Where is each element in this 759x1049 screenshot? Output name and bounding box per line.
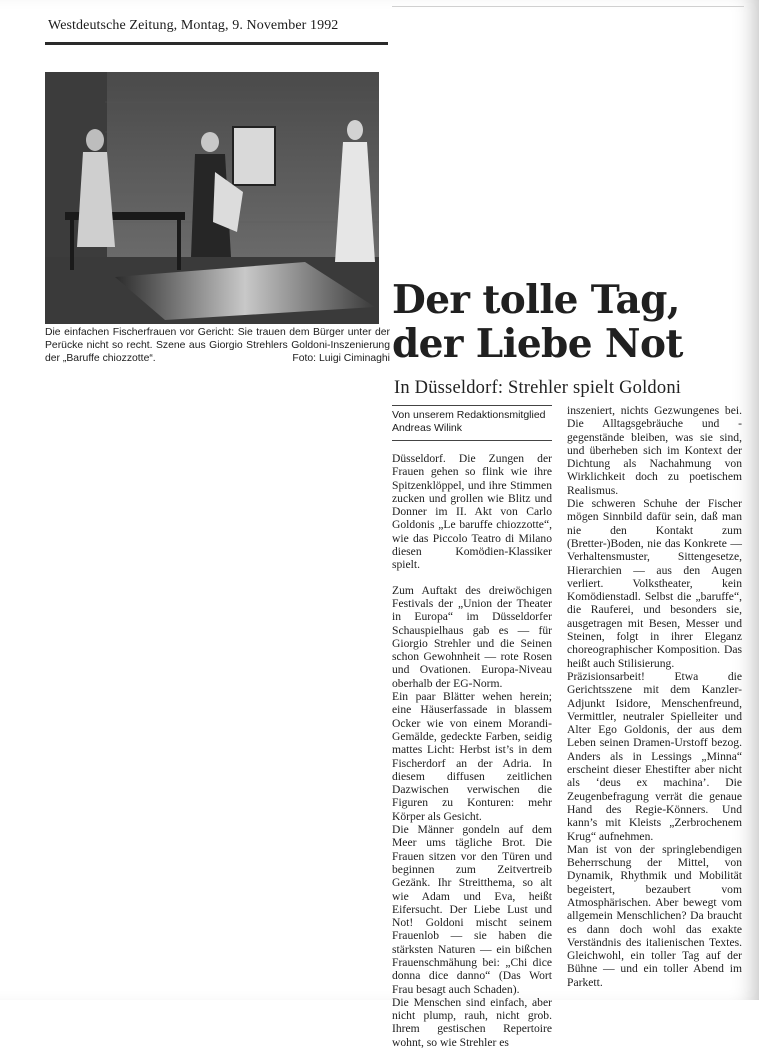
- paragraph: Die Menschen sind einfach, aber nicht plump, rauh, nicht grob. Ihrem gestischen Repertoire wohnt, so wie Strehler es: [392, 995, 552, 1049]
- paragraph: Man ist von der springlebendigen Beherrschung der Mittel, von Dynamik, Rhythmik und Mobilität begeistert, bezaubert vom Atmosphärischen. Aber bewegt vom allgemein Menschlichen? Da braucht es dann doch wohl das exakte Verständnis des italienischen Textes. Gleichwohl, ein toller Tag auf der Bühne — und ein toller Abend im Parkett.: [567, 842, 742, 989]
- article-column-1: [392, 452, 552, 1049]
- scan-edge-line: [392, 6, 744, 7]
- paragraph: inszeniert, nichts Gezwungenes bei. Die Alltagsgebräuche und -gegenstände bleiben, was sie sind, und überheben sich im Kontext der Dichtung als Nachahmung von Wirklichkeit doch zu poetischem Realismus.: [567, 404, 742, 497]
- byline: [392, 409, 552, 435]
- byline-rule-top: [392, 405, 552, 406]
- article-headline: [392, 278, 683, 366]
- newspaper-masthead: Westdeutsche Zeitung, Montag, 9. November 1992: [48, 18, 339, 33]
- photo-caption: [45, 326, 390, 365]
- paragraph: Präzisionsarbeit! Etwa die Gerichtsszene mit dem Kanzler-Adjunkt Isidore, Menschenfreund, Vermittler, neutraler Spielleiter und Alter Ego Goldonis, der aus dem Leben seinen Dramen-Urstoff bezog. Anders als in Lessings „Minna“ erscheint dieser Ehestifter aber nicht als ‘deus ex machina’. Die Zeugenbefragung verrät die genaue Hand des Regie-Könners. Und kann’s mit Kleists „Zerbrochenem Krug“ aufnehmen.: [567, 669, 742, 843]
- stage-photo: [45, 72, 379, 324]
- byline-line-1: Von unserem Redaktionsmitglied: [392, 409, 546, 421]
- headline-line-2: der Liebe Not: [392, 321, 683, 367]
- masthead-rule: [45, 42, 388, 45]
- paragraph: Zum Auftakt des dreiwöchigen Festivals der „Union der Theater in Europa“ im Düsseldorfer Schauspielhaus gab es — für Giorgio Strehler und die Seinen schon Gewohnheit — rote Rosen und Ovationen. Europa-Niveau oberhalb der EG-Norm.: [392, 583, 552, 690]
- byline-line-2: Andreas Wilink: [392, 422, 463, 434]
- paragraph: Die Männer gondeln auf dem Meer ums tägliche Brot. Die Frauen sitzen vor den Türen und beginnen zum Zeitvertreib Gezänk. Ihr Streitthema, so alt wie Adam und Eva, heißt Eifersucht. Der Liebe Lust und Not! Goldoni mischt seinem Frauenlob — sie haben die stärksten Naturen — ein bißchen Frauenschmähung bei: „Chi dice donna dice danno“ (Das Wort Frau besagt auch Schaden).: [392, 823, 552, 996]
- caption-text: Die einfachen Fischerfrauen vor Gericht: Sie trauen dem Bürger unter der Perücke nicht so recht. Szene aus Giorgio Strehlers Goldoni-Inszenierung der „Baruffe chiozzotte“.: [45, 327, 390, 364]
- article-subhead: In Düsseldorf: Strehler spielt Goldoni: [394, 378, 682, 398]
- headline-line-1: Der tolle Tag,: [392, 277, 680, 323]
- paragraph: Ein paar Blätter wehen herein; eine Häuserfassade in blassem Ocker wie von einem Morandi-Gemälde, gedeckte Farben, seidig mattes Licht: Herbst ist’s in dem Fischerdorf an der Adria. In diesem diffusen zeitlichen Dazwischen verwischen die Figuren zu Konturen: mehr Körper als Gesicht.: [392, 690, 552, 823]
- photo-credit: Foto: Luigi Ciminaghi: [292, 353, 390, 364]
- article-column-2: [567, 404, 742, 989]
- paragraph: Düsseldorf. Die Zungen der Frauen gehen so flink wie ihre Spitzenklöppel, und ihre Stimmen zucken und grollen wie Blitz und Donner im II. Akt von Carlo Goldonis „Le baruffe chiozzotte“, wie das Piccolo Teatro di Milano diesen Komödien-Klassiker spielt.: [392, 452, 552, 572]
- byline-rule-bottom: [392, 440, 552, 441]
- paragraph: Die schweren Schuhe der Fischer mögen Sinnbild dafür sein, daß man nie den Kontakt zum (Bretter-)Boden, nie das Konkrete — Verhaltensmuster, Sittengesetze, Hierarchien — aus den Augen verliert. Volkstheater, kein Komödienstadl. Selbst die „baruffe“, die Rauferei, und besonders sie, ausgetragen mit Besen, Messer und Steinen, folgt in ihrer Eleganz choreographischer Komposition. Das heißt auch Stilisierung.: [567, 497, 742, 670]
